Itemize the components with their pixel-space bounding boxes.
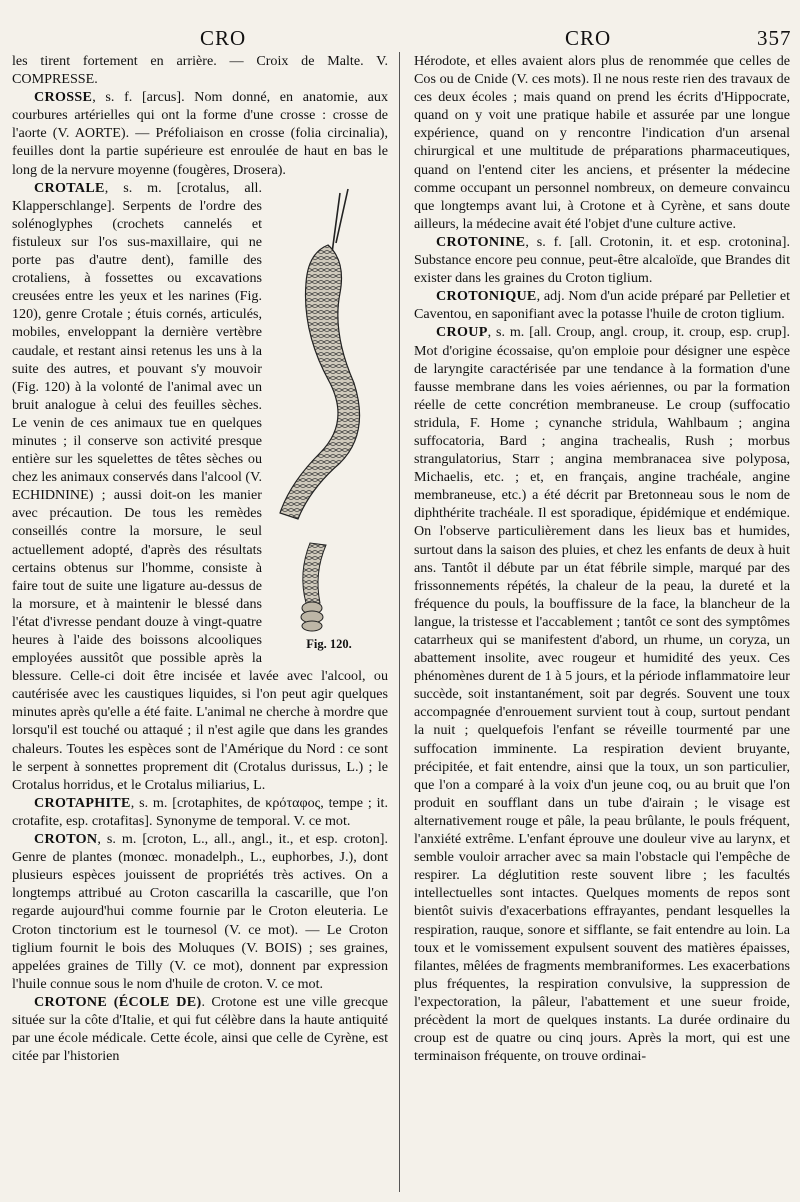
headword-crotonine: CROTONINE xyxy=(436,233,526,250)
right-column xyxy=(414,52,790,1197)
entry-crotale-body: , s. m. [crotalus, all. Klapperschlange]. Serpents de l'ordre des solénoglyphes (crochets cannelés et fistuleux sur l'os sus-maxillaire, qui ne porte pas d'autre dent), famille des crotaliens, à fossettes ou excavations creusées entre les yeux et les narines (Fig. 120), genre Crotale ; étuis cornés, articulés, mobiles, enveloppant la dernière vertèbre caudale, et restant ainsi retenus les uns à la suite des autres, et pouvant s'y mouvoir (Fig. 120) à la volonté de l'animal avec un bruit analogue à celui des feuilles sèches. Le venin de ces animaux tue en quelques minutes ; il conserve son activité presque entière sur les squelettes de têtes sèches ou chez les animaux conservés dans l'alcool (V. ECHIDNINE) ; aussi doit-on les manier avec précaution. De tous les remèdes conseillés contre la morsure, le seul actuellement adopté, d'après des résultats certains obtenus sur l'homme, consiste à faire tout de suite une ligature au-dessus de la morsure, et à maintenir le blessé dans l'état d'ivresse pendant douze à vingt-quatre heures à l'aide des boissons alcooliques employées aussitôt que possible après la blessure. Celle-ci doit être incisée et lavée avec l'alcool, ou cautérisée avec les caustiques liquides, si l'on peut agir quelques minutes après qu'elle a été faite. L'animal ne cherche à mordre que lorsqu'il est touché ou attaqué ; il n'est agile que dans les grandes chaleurs. Toutes les espèces sont de l'Amérique du Nord : ce sont le serpent à sonnettes proprement dit (Crotalus durissus, L.) ; le Crotalus horridus, et le Crotalus miliarius, L. xyxy=(12,179,388,793)
headword-croup: CROUP xyxy=(436,324,488,341)
headword-crotaphite: CROTAPHITE xyxy=(34,794,131,811)
entry-continuation-right: Hérodote, et elles avaient alors plus de renommée que celles de Cos ou de Cnide (V. ces mots). Il ne nous reste rien des travaux de ces deux écoles ; mais quand on prend les écrits d'Hippocrate, quand on y voit une pratique habile et assurée par une longue expérience, quand on y rencontre l'indication d'un arsenal chirurgical et une multitude de préparations pharmaceutiques, quand on l'entend citer les anciens, et présenter la médecine comme occupant un personnel nombreux, on demeure convaincu que longtemps avant lui, à Crotone et à Cyrène, et sans doute ailleurs, la médecine avait été l'objet d'une culture active. xyxy=(414,53,790,232)
rattlesnake-illustration xyxy=(270,183,388,633)
headword-croton: CROTON xyxy=(34,831,98,848)
entry-crotonine-body: , s. f. [all. Crotonin, it. et esp. crotonina]. Substance encore peu connue, peut-être alcaloïde, que Brandes dit exister dans les graines du Croton tiglium. xyxy=(414,233,790,287)
entry-crosse xyxy=(12,88,388,178)
entry-continuation: les tirent fortement en arrière. — Croix de Malte. V. COMPRESSE. xyxy=(12,53,388,88)
entry-crosse-body: , s. f. [arcus]. Nom donné, en anatomie, aux courbures artérielles qui ont la forme d'une crosse : crosse de l'aorte (V. AORTE). — Préfoliaison en crosse (folia circinalia), feuilles dont la partie supérieure est enroulée de haut en bas le long de la nervure moyenne (fougères, Drosera). xyxy=(12,89,388,178)
headword-crotone: CROTONE (ÉCOLE DE) xyxy=(34,993,202,1010)
entry-croton-body: , s. m. [croton, L., all., angl., it., et esp. croton]. Genre de plantes (monœc. monadelph., L., euphorbes, J.), dont plusieurs espèces jouissent de propriétés très actives. On a longtemps attribué au Croton cascarilla la cascarille, que l'on regarde aujourd'hui comme fournie par le Croton eleuteria. Le Croton tinctorium est le tournesol (V. ce mot). — Le Croton tiglium fournit le bois des Moluques (V. BOIS) ; ses graines, appelées graines de Tilly (V. ce mot), donnent par expression l'huile connue sous le nom d'huile de croton. V. ce mot. xyxy=(12,831,388,992)
entry-croton xyxy=(12,830,388,993)
figure-rattlesnake xyxy=(270,183,388,653)
figure-caption: Fig. 120. xyxy=(306,636,352,651)
entry-crotone-body: . Crotone est une ville grecque située sur la côte d'Italie, et qui fut célèbre dans la haute antiquité par une école médicale. Cette école, ainsi que celle de Cyrène, est citée par l'historien xyxy=(12,993,388,1065)
headword-crotonique: CROTONIQUE xyxy=(436,288,537,305)
headword-crotale: CROTALE xyxy=(34,179,105,196)
column-divider xyxy=(399,52,400,1192)
entry-crotonine xyxy=(414,233,790,287)
running-head-right: CRO xyxy=(565,26,612,50)
headword-crosse: CROSSE xyxy=(34,89,93,106)
entry-croup-body: , s. m. [all. Croup, angl. croup, it. croup, esp. crup]. Mot d'origine écossaise, qu'on emploie pour désigner une espèce de laryngite caractérisée par une tendance à la formation d'une fausse membrane dans les voies aériennes, ou par la formation réelle de cette concrétion membraneuse. Le croup (suffocatio stridula, F. Home ; cynanche stridula, Wahlbaum ; angina suffocatoria, Bard ; angina trachealis, Rush ; morbus strangulatorius, Starr ; angina membranacea sive polyposa, Michaelis, etc. ; et, en français, angine trachéale, angine membraneuse, etc.) a été décrit par Bretonneau sous le nom de diphthérite trachéale. Il est sporadique, épidémique et endémique. On l'observe particulièrement dans les lieux bas et humides, surtout dans la saison des pluies, et chez les enfants de deux à huit ans. Tantôt il débute par un état fébrile simple, marqué par des frissonnements répétés, la chaleur de la peau, la dureté et la fréquence du pouls, la bouffissure de la face, la blancheur de la langue, la tristesse et l'accablement ; tantôt ce sont des symptômes catarrheux qui se manifestent d'abord, un rhume, un coryza, un abattement insolite, avec rougeur et humidité des yeux. Ces phénomènes durent de 1 à 5 jours, et la période inflammatoire leur succède, soit instantanément, soit par degrés. Souvent une toux accompagnée d'enrouement survient tout à coup, surtout pendant la nuit ; quelquefois l'enfant se réveille tourmenté par une suffocation imminente. La respiration devient bruyante, précipitée, et fait entendre, ainsi que la toux, un son particulier, que l'on a comparé à la voix d'un jeune coq, ou au bruit que l'on produit en soufflant dans un tube d'airain ; le visage est alternativement rouge et pâle, la peau brûlante, le pouls fréquent, l'anxiété extrême. L'enfant éprouve une douleur vive au larynx, et semble vouloir arracher avec sa main l'obstacle qui l'empêche de respirer. La déglutition reste souvent libre ; les facultés intellectuelles sont intactes. Quelques moments de repos sont bientôt suivis d'exacerbations effrayantes, pendant lesquelles la respiration, rauque, sonore et sifflante, se fait entendre au loin. La toux et le vomissement expulsent souvent des matières épaisses, filantes, mêlées de fragments membraniformes. Les exacerbations plus fréquentes, la respiration convulsive, la suppression de l'expectoration, la pâleur, l'abattement et une sueur froide, précèdent la mort de quelques instants. La durée ordinaire du croup est de quatre ou cinq jours. Après la mort, qui est une terminaison fréquente, on trouve ordinai- xyxy=(414,324,790,1065)
running-head-left: CRO xyxy=(200,26,247,50)
entry-crotonique xyxy=(414,287,790,323)
entry-crotonique-body: , adj. Nom d'un acide préparé par Pelletier et Caventou, en saponifiant avec la potasse l'huile de croton tiglium. xyxy=(414,288,790,323)
entry-crotaphite-body: , s. m. [crotaphites, de κρόταφος, tempe ; it. crotafite, esp. crotafitas]. Synonyme de temporal. V. ce mot. xyxy=(12,794,388,829)
page-number: 357 xyxy=(757,26,792,50)
entry-crotone xyxy=(12,993,388,1065)
entry-croup xyxy=(414,323,790,1065)
entry-crotaphite xyxy=(12,794,388,830)
left-column xyxy=(12,52,388,1197)
